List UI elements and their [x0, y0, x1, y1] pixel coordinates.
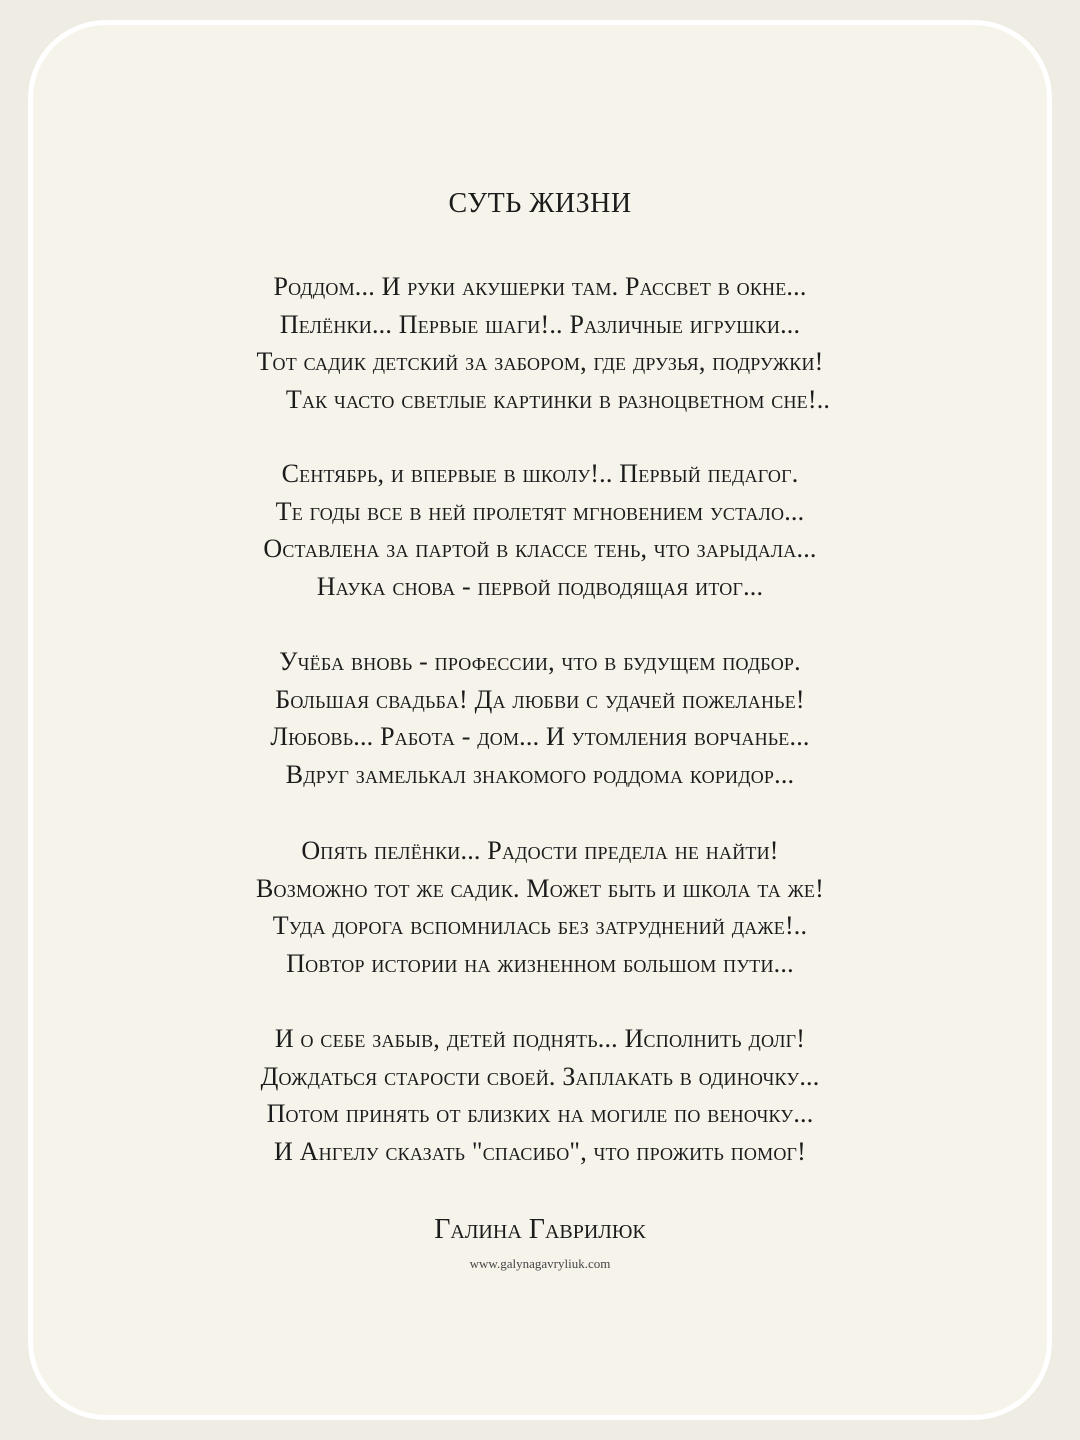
stanza-5 [0, 1020, 1080, 1170]
stanza-4 [0, 832, 1080, 982]
poem-line: Туда дорога вспомнилась без затруднений даже!.. [272, 911, 808, 940]
poem-line: Так часто светлые картинки в разноцветном сне!.. [285, 384, 831, 414]
poem-line: Сентябрь, и впервые в школу!.. Первый педагог. [281, 459, 799, 488]
author-name: Галина Гаврилюк [434, 1214, 646, 1245]
poem-line: Тот садик детский за забором, где друзья, подружки! [256, 347, 824, 376]
poem-line: Оставлена за партой в классе тень, что зарыдала... [263, 534, 817, 563]
poem-line: Вдруг замелькал знакомого роддома коридор... [285, 759, 795, 789]
poem-line: Пелёнки... Первые шаги!.. Различные игрушки... [279, 309, 801, 339]
poem-line: Наука снова - первой подводящая итог... [316, 571, 764, 601]
poem-line: Повтор истории на жизненном большом пути... [286, 948, 794, 978]
stanza-1 [0, 268, 1080, 418]
author-website: www.galynagavryliuk.com [469, 1256, 611, 1271]
stanza-2 [0, 455, 1080, 605]
poem-line: Те годы все в ней пролетят мгновением устало... [275, 496, 805, 526]
poem-line: Учёба вновь - профессии, что в будущем подбор. [279, 647, 801, 676]
poem-line: Большая свадьба! Да любви с удачей пожеланье! [275, 684, 805, 714]
poem-line: Возможно тот же садик. Может быть и школа та же! [256, 873, 824, 903]
poem-title: СУТЬ ЖИЗНИ [448, 188, 632, 219]
poem-line: Любовь... Работа - дом... И утомления ворчанье... [270, 722, 810, 751]
poem-line: И Ангелу сказать "спасибо", что прожить помог! [273, 1136, 806, 1166]
poem-line: Опять пелёнки... Радости предела не найти! [301, 836, 779, 865]
poem-line: Потом принять от близких на могиле по веночку... [266, 1099, 814, 1128]
stanza-3 [0, 643, 1080, 793]
poem-line: Дождаться старости своей. Заплакать в одиночку... [260, 1061, 820, 1091]
poem-line: Роддом... И руки акушерки там. Рассвет в окне... [273, 272, 807, 301]
poem-line: И о себе забыв, детей поднять... Исполнить долг! [274, 1024, 806, 1053]
